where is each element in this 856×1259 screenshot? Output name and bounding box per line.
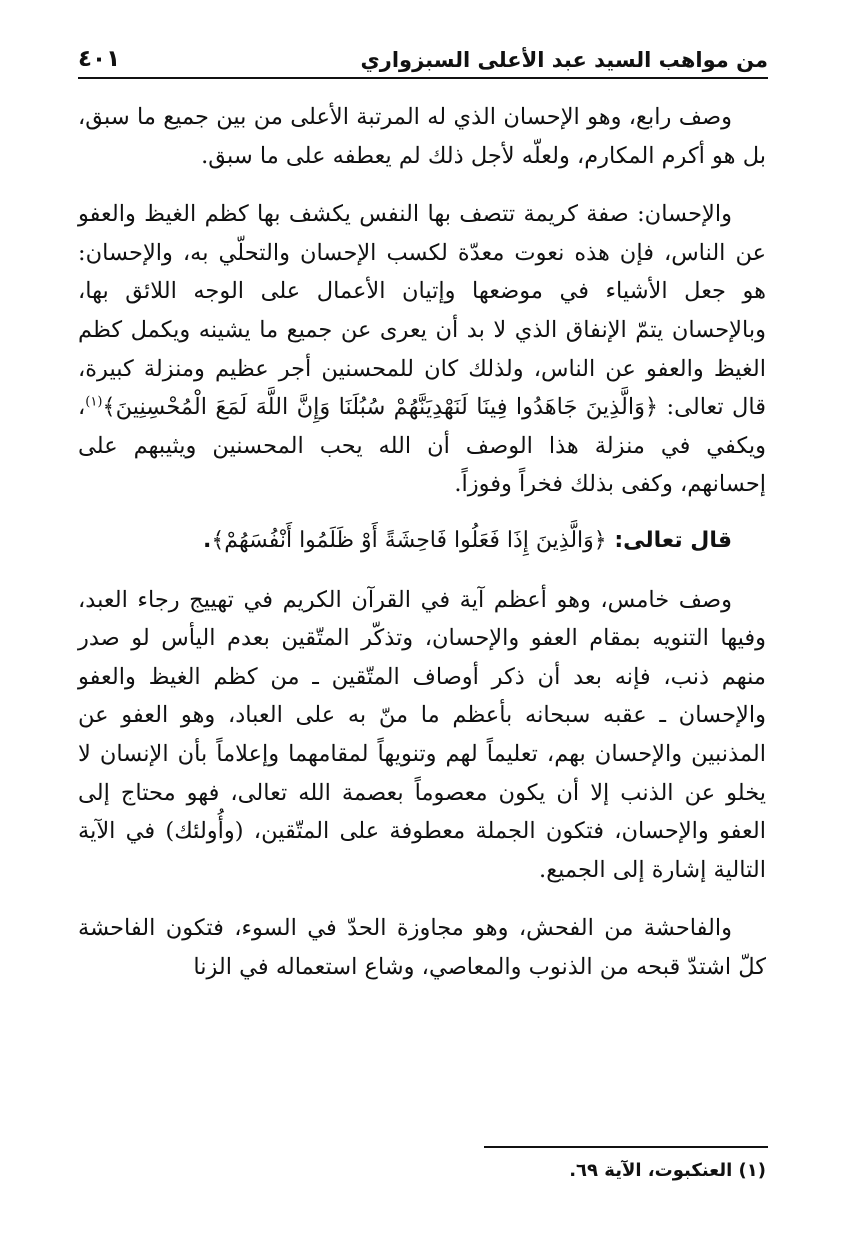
paragraph-3: وصف خامس، وهو أعظم آية في القرآن الكريم في تهييج رجاء العبد، وفيها التنويه بمقام العفو والإحسان، وتذكّر المتّقين بعدم اليأس لو صدر منهم ذنب، فإنه بعد أن ذكر أوصاف المتّقين ـ من كظم الغيظ والعفو والإحسان ـ عقبه سبحانه بأعظم ما منّ به على العباد، وهو العفو عن المذنبين والإحسان بهم، تعليماً لهم وتنويهاً لمقامهما وإعلاماً بأن الإنسان لا يخلو عن الذنب إلا أن يكون معصوماً بعصمة الله تعالى، فهو محتاج إلى العفو والإحسان، فتكون الجملة معطوفة على المتّقين، (وأُولئك) في الآية التالية إشارة إلى الجميع. <box>78 586 766 883</box>
footnote: (١) العنكبوت، الآية ٦٩. <box>569 1160 766 1181</box>
paragraph-2-text-a: والإحسان: صفة كريمة تتصف بها النفس يكشف بها كظم الغيظ والعفو عن الناس، فإن هذه نعوت معدّة لكسب الإحسان والتحلّي به، والإحسان: هو جعل الأشياء في موضعها وإتيان الأعمال على الوجه اللائق بها، وبالإحسان يتمّ الإنفاق الذي لا بد أن يعرى عن جميع ما يشينه ويكمل كظم الغيظ والعفو عن الناس، ولذلك كان للمحسنين أجر عظيم ومنزلة كبيرة، قال تعالى: <box>78 201 766 421</box>
footnote-rule <box>484 1146 768 1148</box>
running-header <box>78 30 768 72</box>
running-title: من مواهب السيد عبد الأعلى السبزواري <box>360 48 768 72</box>
paragraph-2 <box>78 195 766 504</box>
verse-heading-quote: ﴿وَالَّذِينَ إِذَا فَعَلُوا فَاحِشَةً أَوْ ظَلَمُوا أَنْفُسَهُمْ﴾ <box>211 527 607 553</box>
body-text <box>78 98 766 986</box>
verse-heading-end: . <box>203 527 212 553</box>
quran-verse: ﴿وَالَّذِينَ جَاهَدُوا فِينَا لَنَهْدِيَنَّهُمْ سُبُلَنَا وَإِنَّ اللَّهَ لَمَعَ الْمُحْسِنِينَ﴾ <box>102 394 659 421</box>
paragraph-2-text-b: ، ويكفي في منزلة هذا الوصف أن الله يحب المحسنين ويثيبهم على إحسانهم، وكفى بذلك فخراً وفوزاً. <box>78 394 766 498</box>
page-number: ٤٠١ <box>78 46 121 72</box>
header-rule <box>78 77 768 79</box>
paragraph-1: وصف رابع، وهو الإحسان الذي له المرتبة الأعلى من بين جميع ما سبق، بل هو أكرم المكارم، ولعلّه لأجل ذلك لم يعطفه على ما سبق. <box>78 104 766 169</box>
verse-heading-label: قال تعالى: <box>614 527 732 553</box>
verse-heading <box>78 522 766 561</box>
footnote-reference[interactable]: (١) <box>85 394 103 410</box>
paragraph-4: والفاحشة من الفحش، وهو مجاوزة الحدّ في السوء، فتكون الفاحشة كلّ اشتدّ قبحه من الذنوب والمعاصي، وشاع استعماله في الزنا <box>78 915 766 980</box>
